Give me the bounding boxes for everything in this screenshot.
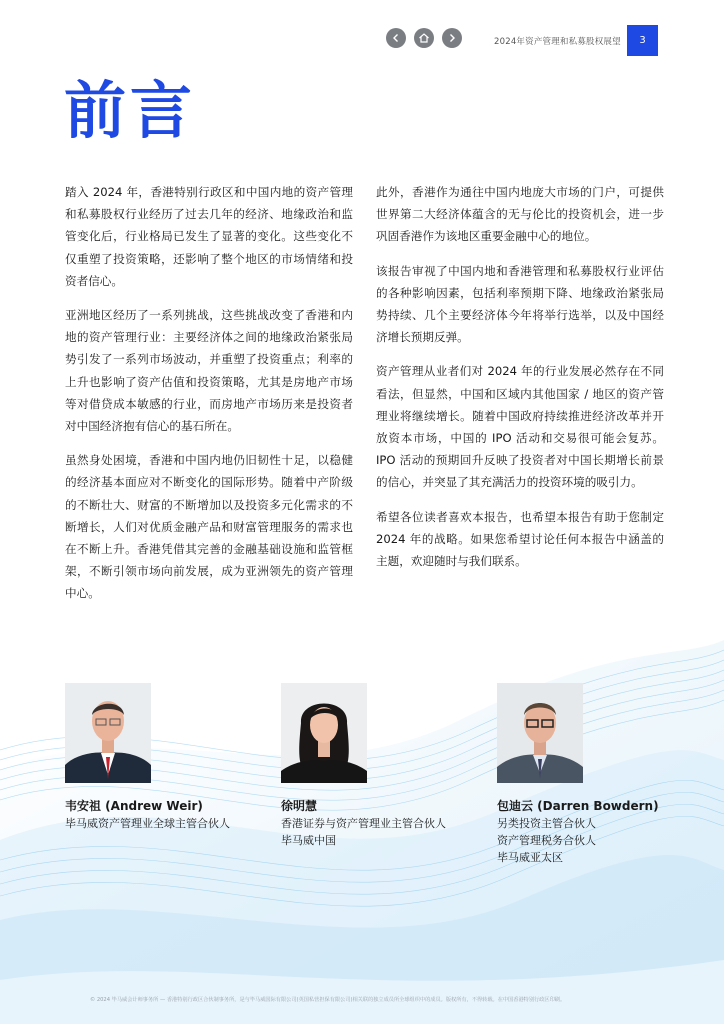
portrait-photo [497, 683, 583, 783]
person-role: 毕马威资产管理业全球主管合伙人 [65, 817, 230, 830]
page-title: 前言 [64, 74, 197, 147]
person-card [281, 683, 446, 849]
person-card [65, 683, 230, 832]
paragraph: 该报告审视了中国内地和香港管理和私募股权行业评估的各种影响因素，包括利率预期下降、地缘政治紧张局势持续、几个主要经济体今年将举行选举，以及中国经济增长预期反弹。 [376, 263, 664, 345]
paragraph: 亚洲地区经历了一系列挑战，这些挑战改变了香港和内地的资产管理行业：主要经济体之间的地缘政治紧张局势引发了一系列市场波动，并重塑了投资重点；利率的上升也影响了资产估值和投资策略，尤其是房地产市场等对借贷成本敏感的行业，而房地产市场历来是投资者对中国经济抱有信心的基石所在。 [65, 308, 353, 434]
person-role: 另类投资主管合伙人 [497, 817, 596, 830]
left-column [65, 181, 353, 617]
paragraph: 希望各位读者喜欢本报告，也希望本报告有助于您制定 2024 年的战略。如果您希望讨论任何本报告中涵盖的主题，欢迎随时与我们联系。 [376, 509, 664, 569]
nav-buttons [386, 28, 462, 48]
portrait-photo [281, 683, 367, 783]
person-card [497, 683, 659, 866]
right-column [376, 181, 664, 584]
portrait-photo [65, 683, 151, 783]
home-icon[interactable] [414, 28, 434, 48]
person-role: 香港证券与资产管理业主管合伙人 [281, 817, 446, 830]
paragraph: 踏入 2024 年，香港特别行政区和中国内地的资产管理和私募股权行业经历了过去几年的经济、地缘政治和监管变化后，行业格局已发生了显著的变化。这些变化不仅重塑了投资策略，还影响了整个地区的市场情绪和投资者信心。 [65, 185, 353, 288]
paragraph: 虽然身处困境，香港和中国内地仍旧韧性十足，以稳健的经济基本面应对不断变化的国际形势。随着中产阶级的不断壮大、财富的不断增加以及投资多元化需求的不断增长，人们对优质金融产品和财富管理服务的需求也在不断上升。香港凭借其完善的金融基础设施和监管框架，不断引领市场向前发展，成为亚洲领先的资产管理中心。 [65, 453, 353, 601]
person-role: 资产管理税务合伙人 [497, 834, 596, 847]
person-name: 徐明慧 [281, 799, 318, 813]
page-number-badge: 3 [627, 25, 658, 56]
paragraph: 资产管理从业者们对 2024 年的行业发展必然存在不同看法，但显然，中国和区域内其他国家 / 地区的资产管理业将继续增长。随着中国政府持续推进经济改革并开放资本市场，中国的 IPO 活动和交易很可能会复苏。IPO 活动的预期回升反映了投资者对中国长期增长前景的信心，并突显了其充满活力的投资环境的吸引力。 [376, 364, 664, 490]
person-role: 毕马威亚太区 [497, 851, 563, 864]
person-role: 毕马威中国 [281, 834, 336, 847]
person-name: 韦安祖 (Andrew Weir) [65, 799, 203, 813]
report-title: 2024年资产管理和私募股权展望 [494, 37, 621, 47]
person-name: 包迪云 (Darren Bowdern) [497, 799, 659, 813]
paragraph: 此外，香港作为通往中国内地庞大市场的门户，可提供世界第二大经济体蕴含的无与伦比的投资机会，进一步巩固香港作为该地区重要金融中心的地位。 [376, 185, 664, 244]
chevron-right-icon[interactable] [442, 28, 462, 48]
footer-copyright: © 2024 毕马威会计师事务所 — 香港特别行政区合伙制事务所，是与毕马威国际有限公司(英国私营担保有限公司)相关联的独立成员所全球组织中的成员。版权所有，不得转载。在中国香港特别行政区印刷。 [90, 997, 566, 1003]
chevron-left-icon[interactable] [386, 28, 406, 48]
